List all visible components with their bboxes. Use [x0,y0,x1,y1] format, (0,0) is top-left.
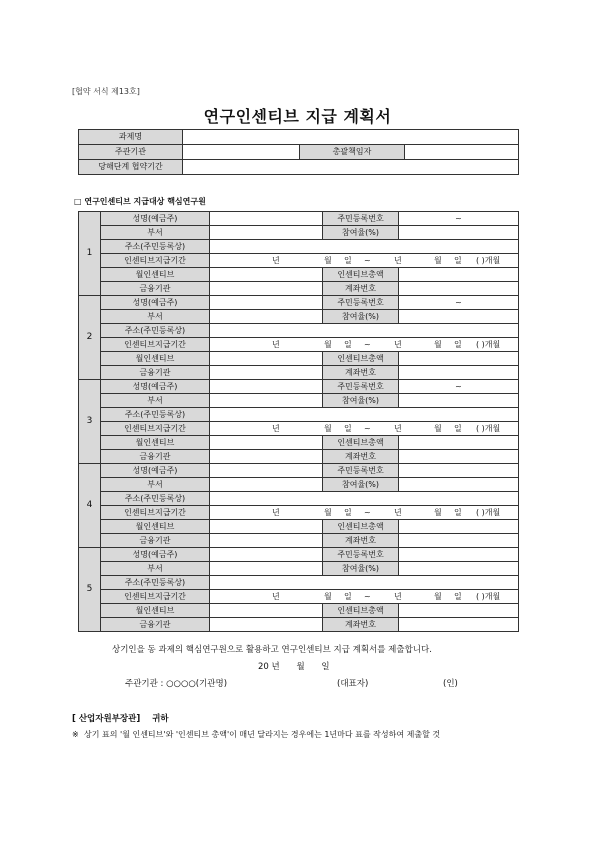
account-value[interactable] [399,534,519,548]
period-months: ( )개월 [476,424,501,433]
dept-value[interactable] [210,310,323,324]
dept-label: 부서 [101,562,210,576]
date-year: 20 년 [258,662,280,672]
member-row-bank [79,618,519,632]
participation-label: 참여율(%) [323,562,399,576]
participation-label: 참여율(%) [323,394,399,408]
period-tilde: ~ [364,256,371,265]
period-tilde: ~ [364,340,371,349]
incentive-period-label: 인센티브지급기간 [101,254,210,268]
incentive-period-label: 인센티브지급기간 [101,590,210,604]
note-text: 상기 표의 '월 인센티브'와 '인센티브 총액'이 매년 달라지는 경우에는 1년마다 표를 작성하여 제출할 것 [84,730,441,739]
project-name-value[interactable] [183,130,519,145]
incentive-period-value[interactable] [210,590,519,604]
monthly-incentive-label: 월인센티브 [101,520,210,534]
member-row-dept [79,310,519,324]
address-value[interactable] [210,408,519,422]
account-value[interactable] [399,366,519,380]
incentive-period-value[interactable] [210,254,519,268]
member-row-bank [79,366,519,380]
project-name-row [79,130,519,145]
period-year: 년 [272,256,280,265]
bank-label: 금융기관 [101,450,210,464]
participation-value[interactable] [399,394,519,408]
total-incentive-label: 인센티브총액 [323,268,399,282]
agreement-period-value[interactable] [183,160,519,175]
account-value[interactable] [399,282,519,296]
participation-value[interactable] [399,226,519,240]
rrn-label: 주민등록번호 [323,212,399,226]
member-row-period [79,422,519,436]
monthly-incentive-label: 월인센티브 [101,268,210,282]
name-value[interactable] [210,212,323,226]
member-row-address [79,576,519,590]
host-org-label: 주관기관 [79,145,183,160]
period-day: 일 [454,340,462,349]
monthly-incentive-label: 월인센티브 [101,436,210,450]
address-label: 주소(주민등록상) [101,240,210,254]
dept-label: 부서 [101,310,210,324]
member-number: 3 [79,380,101,464]
name-label: 성명(예금주) [101,464,210,478]
member-number: 1 [79,212,101,296]
total-incentive-value[interactable] [399,268,519,282]
member-row-amount [79,352,519,366]
project-name-label: 과제명 [79,130,183,145]
rrn-label: 주민등록번호 [323,380,399,394]
period-day: 일 [454,424,462,433]
footnote [72,726,527,743]
bank-label: 금융기관 [101,534,210,548]
member-row-dept [79,226,519,240]
participation-label: 참여율(%) [323,478,399,492]
participation-label: 참여율(%) [323,226,399,240]
incentive-period-value[interactable] [210,338,519,352]
bank-label: 금융기관 [101,282,210,296]
period-month: 월 [324,340,332,349]
participation-value[interactable] [399,562,519,576]
rrn-value[interactable] [399,296,519,310]
period-month: 월 [434,256,442,265]
address-label: 주소(주민등록상) [101,492,210,506]
representative-label: (대표자) [337,679,369,689]
period-month: 월 [324,256,332,265]
bank-value[interactable] [210,450,323,464]
rrn-separator: ~ [455,214,462,223]
address-value[interactable] [210,492,519,506]
period-month: 월 [324,592,332,601]
rrn-value[interactable] [399,380,519,394]
submission-statement: 상기인을 동 과제의 핵심연구원으로 활용하고 연구인센티브 지급 계획서를 제출합니다. [112,645,432,655]
period-year: 년 [272,592,280,601]
total-incentive-label: 인센티브총액 [323,604,399,618]
period-year: 년 [394,592,402,601]
member-row-name [79,296,519,310]
account-label: 계좌번호 [323,618,399,632]
period-day: 일 [454,508,462,517]
bank-value[interactable] [210,534,323,548]
address-label: 주소(주민등록상) [101,576,210,590]
member-row-name [79,548,519,562]
period-day: 일 [454,256,462,265]
submission-date [258,660,344,672]
dept-label: 부서 [101,226,210,240]
member-row-name [79,464,519,478]
agreement-period-row [79,160,519,175]
account-value[interactable] [399,618,519,632]
bank-label: 금융기관 [101,618,210,632]
seal-label: (인) [443,679,458,689]
recipient-line [72,712,169,724]
host-org-name: 주관기관 : ○○○○(기관명) [125,679,228,689]
period-month: 월 [434,592,442,601]
member-row-bank [79,534,519,548]
monthly-incentive-label: 월인센티브 [101,604,210,618]
total-incentive-value[interactable] [399,604,519,618]
member-row-address [79,492,519,506]
pi-value[interactable] [405,145,519,160]
total-incentive-value[interactable] [399,352,519,366]
member-row-period [79,338,519,352]
dept-label: 부서 [101,478,210,492]
name-label: 성명(예금주) [101,212,210,226]
agreement-period-label: 당해단계 협약기간 [79,160,183,175]
name-value[interactable] [210,464,323,478]
member-row-period [79,506,519,520]
dept-value[interactable] [210,562,323,576]
period-day: 일 [344,424,352,433]
rrn-label: 주민등록번호 [323,464,399,478]
period-month: 월 [434,508,442,517]
bank-value[interactable] [210,618,323,632]
member-row-amount [79,604,519,618]
monthly-incentive-value[interactable] [210,604,323,618]
period-tilde: ~ [364,592,371,601]
member-row-amount [79,436,519,450]
period-day: 일 [344,340,352,349]
host-org-row [79,145,519,160]
period-year: 년 [272,424,280,433]
rrn-separator: ~ [455,298,462,307]
period-day: 일 [344,592,352,601]
period-day: 일 [454,592,462,601]
period-month: 월 [324,424,332,433]
member-row-period [79,590,519,604]
total-incentive-label: 인센티브총액 [323,520,399,534]
incentive-period-value[interactable] [210,506,519,520]
name-value[interactable] [210,296,323,310]
section-title: □ 연구인센티브 지급대상 핵심연구원 [74,197,206,206]
dept-value[interactable] [210,394,323,408]
document-title: 연구인센티브 지급 계획서 [203,107,392,126]
period-month: 월 [434,340,442,349]
monthly-incentive-value[interactable] [210,520,323,534]
dept-value[interactable] [210,478,323,492]
total-incentive-value[interactable] [399,520,519,534]
period-year: 년 [394,508,402,517]
account-value[interactable] [399,450,519,464]
total-incentive-label: 인센티브총액 [323,436,399,450]
address-value[interactable] [210,324,519,338]
date-month: 월 [296,662,305,672]
name-label: 성명(예금주) [101,380,210,394]
pi-label: 총괄책임자 [300,145,405,160]
monthly-incentive-value[interactable] [210,352,323,366]
rrn-value[interactable] [399,212,519,226]
period-tilde: ~ [364,508,371,517]
period-day: 일 [344,508,352,517]
monthly-incentive-label: 월인센티브 [101,352,210,366]
participation-value[interactable] [399,478,519,492]
period-year: 년 [394,424,402,433]
account-label: 계좌번호 [323,450,399,464]
host-org-value[interactable] [183,145,300,160]
rrn-value[interactable] [399,464,519,478]
incentive-period-label: 인센티브지급기간 [101,338,210,352]
address-label: 주소(주민등록상) [101,324,210,338]
bank-label: 금융기관 [101,366,210,380]
member-row-address [79,324,519,338]
dept-label: 부서 [101,394,210,408]
member-row-address [79,240,519,254]
member-row-dept [79,394,519,408]
member-row-name [79,212,519,226]
participation-value[interactable] [399,310,519,324]
rrn-label: 주민등록번호 [323,296,399,310]
name-label: 성명(예금주) [101,548,210,562]
dept-value[interactable] [210,226,323,240]
core-researchers-table [78,211,519,632]
monthly-incentive-value[interactable] [210,436,323,450]
period-year: 년 [272,340,280,349]
note-mark: ※ [72,730,79,739]
rrn-label: 주민등록번호 [323,548,399,562]
incentive-period-value[interactable] [210,422,519,436]
monthly-incentive-value[interactable] [210,268,323,282]
date-day: 일 [321,662,330,672]
incentive-period-label: 인센티브지급기간 [101,422,210,436]
period-day: 일 [344,256,352,265]
incentive-period-label: 인센티브지급기간 [101,506,210,520]
bank-value[interactable] [210,282,323,296]
name-label: 성명(예금주) [101,296,210,310]
member-row-address [79,408,519,422]
member-row-dept [79,562,519,576]
form-number-label: [협약 서식 제13호] [72,87,140,96]
recipient-suffix: 귀하 [152,714,169,724]
address-value[interactable] [210,576,519,590]
name-value[interactable] [210,380,323,394]
account-label: 계좌번호 [323,534,399,548]
period-tilde: ~ [364,424,371,433]
member-row-bank [79,282,519,296]
member-row-name [79,380,519,394]
member-number: 2 [79,296,101,380]
member-number: 4 [79,464,101,548]
member-number: 5 [79,548,101,632]
member-row-amount [79,268,519,282]
account-label: 계좌번호 [323,282,399,296]
total-incentive-label: 인센티브총액 [323,352,399,366]
project-info-table [78,129,519,175]
period-month: 월 [324,508,332,517]
rrn-separator: ~ [455,382,462,391]
recipient: [ 산업자원부장관] [72,714,141,724]
period-year: 년 [272,508,280,517]
account-label: 계좌번호 [323,366,399,380]
rrn-value[interactable] [399,548,519,562]
period-month: 월 [434,424,442,433]
participation-label: 참여율(%) [323,310,399,324]
member-row-period [79,254,519,268]
total-incentive-value[interactable] [399,436,519,450]
period-months: ( )개월 [476,592,501,601]
member-row-dept [79,478,519,492]
member-row-amount [79,520,519,534]
member-row-bank [79,450,519,464]
name-value[interactable] [210,548,323,562]
address-label: 주소(주민등록상) [101,408,210,422]
address-value[interactable] [210,240,519,254]
period-months: ( )개월 [476,508,501,517]
bank-value[interactable] [210,366,323,380]
period-year: 년 [394,256,402,265]
period-months: ( )개월 [476,256,501,265]
period-year: 년 [394,340,402,349]
period-months: ( )개월 [476,340,501,349]
